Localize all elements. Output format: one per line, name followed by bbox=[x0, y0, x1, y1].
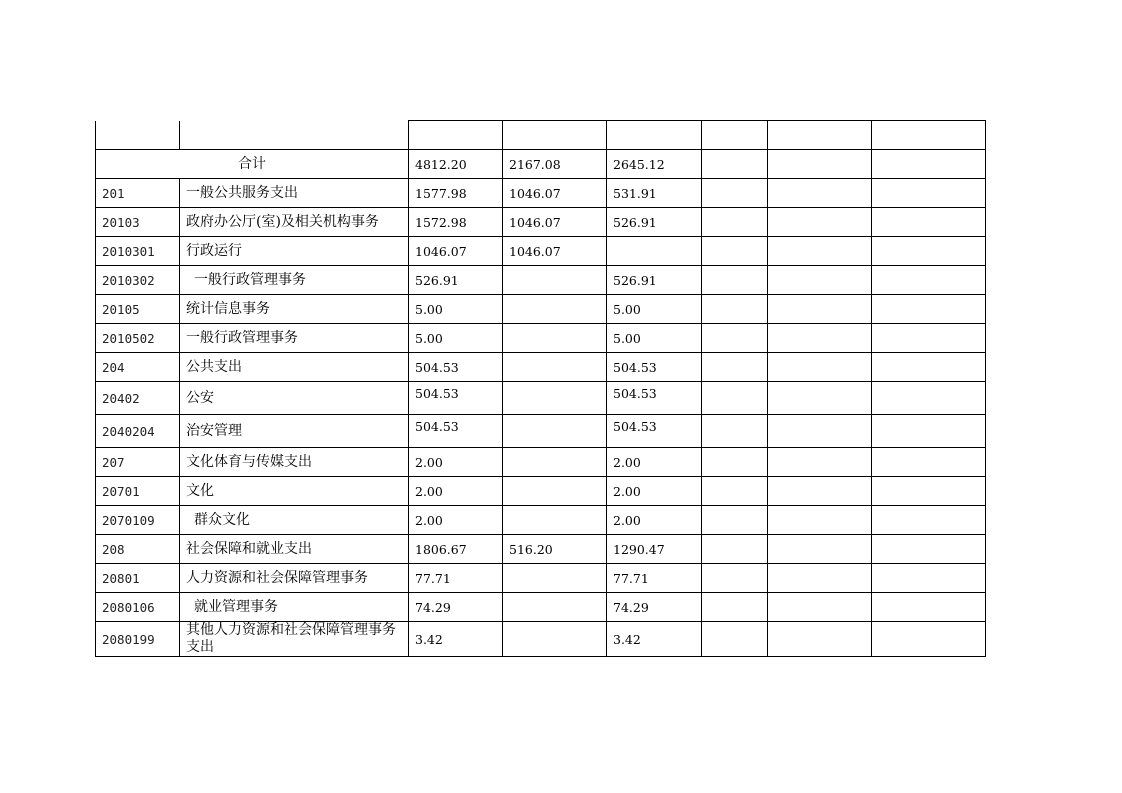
total-amount: 74.29 bbox=[409, 593, 503, 622]
basic-amount bbox=[503, 622, 607, 657]
project-amount: 1290.47 bbox=[607, 535, 702, 564]
empty-cell bbox=[702, 353, 768, 382]
total-amount: 2.00 bbox=[409, 506, 503, 535]
subject-code: 20701 bbox=[96, 477, 180, 506]
table-row bbox=[96, 477, 986, 506]
empty-cell bbox=[872, 324, 986, 353]
empty-cell bbox=[702, 179, 768, 208]
table-row bbox=[96, 622, 986, 657]
basic-amount bbox=[503, 448, 607, 477]
basic-amount: 1046.07 bbox=[503, 208, 607, 237]
empty-cell bbox=[702, 506, 768, 535]
basic-amount bbox=[503, 266, 607, 295]
project-amount: 5.00 bbox=[607, 295, 702, 324]
total-project-amount: 2645.12 bbox=[607, 150, 702, 179]
table-row bbox=[96, 535, 986, 564]
subject-name: 统计信息事务 bbox=[180, 295, 409, 324]
table-row bbox=[96, 208, 986, 237]
basic-amount bbox=[503, 593, 607, 622]
empty-cell bbox=[872, 448, 986, 477]
empty-cell bbox=[872, 208, 986, 237]
empty-cell bbox=[872, 506, 986, 535]
subject-code: 2010301 bbox=[96, 237, 180, 266]
basic-amount bbox=[503, 353, 607, 382]
empty-cell bbox=[872, 295, 986, 324]
total-amount: 5.00 bbox=[409, 324, 503, 353]
subject-code: 2010502 bbox=[96, 324, 180, 353]
empty-cell bbox=[768, 415, 872, 448]
empty-cell bbox=[702, 324, 768, 353]
header-stub-cell bbox=[503, 121, 607, 150]
subject-name: 文化体育与传媒支出 bbox=[180, 448, 409, 477]
subject-code: 20103 bbox=[96, 208, 180, 237]
subject-name: 公安 bbox=[180, 382, 409, 415]
empty-cell bbox=[872, 477, 986, 506]
empty-cell bbox=[768, 237, 872, 266]
empty-cell bbox=[702, 622, 768, 657]
header-stub-cell bbox=[872, 121, 986, 150]
total-basic-amount: 2167.08 bbox=[503, 150, 607, 179]
subject-name: 行政运行 bbox=[180, 237, 409, 266]
basic-amount bbox=[503, 324, 607, 353]
empty-cell bbox=[768, 324, 872, 353]
empty-cell bbox=[768, 266, 872, 295]
project-amount: 77.71 bbox=[607, 564, 702, 593]
empty-cell bbox=[702, 208, 768, 237]
project-amount: 526.91 bbox=[607, 266, 702, 295]
subject-code: 201 bbox=[96, 179, 180, 208]
basic-amount bbox=[503, 506, 607, 535]
subject-code: 207 bbox=[96, 448, 180, 477]
subject-name: 治安管理 bbox=[180, 415, 409, 448]
empty-cell bbox=[872, 382, 986, 415]
subject-name: 就业管理事务 bbox=[180, 593, 409, 622]
empty-cell bbox=[702, 593, 768, 622]
empty-cell bbox=[768, 382, 872, 415]
empty-cell bbox=[872, 237, 986, 266]
basic-amount bbox=[503, 564, 607, 593]
header-stub-cell bbox=[180, 121, 409, 150]
basic-amount: 516.20 bbox=[503, 535, 607, 564]
basic-amount bbox=[503, 295, 607, 324]
subject-code: 2040204 bbox=[96, 415, 180, 448]
table-header-stub-row bbox=[96, 121, 986, 150]
empty-cell bbox=[872, 415, 986, 448]
empty-cell bbox=[872, 179, 986, 208]
project-amount: 504.53 bbox=[607, 353, 702, 382]
subject-name: 政府办公厅(室)及相关机构事务 bbox=[180, 208, 409, 237]
empty-cell bbox=[768, 622, 872, 657]
project-amount: 531.91 bbox=[607, 179, 702, 208]
header-stub-cell bbox=[702, 121, 768, 150]
empty-cell bbox=[702, 266, 768, 295]
header-stub-cell bbox=[607, 121, 702, 150]
basic-amount bbox=[503, 382, 607, 415]
empty-cell bbox=[768, 506, 872, 535]
basic-amount: 1046.07 bbox=[503, 179, 607, 208]
subject-code: 2080106 bbox=[96, 593, 180, 622]
total-amount: 3.42 bbox=[409, 622, 503, 657]
project-amount: 504.53 bbox=[607, 415, 702, 448]
header-stub-cell bbox=[409, 121, 503, 150]
project-amount: 3.42 bbox=[607, 622, 702, 657]
total-amount: 526.91 bbox=[409, 266, 503, 295]
empty-cell bbox=[768, 564, 872, 593]
total-row bbox=[96, 150, 986, 179]
subject-code: 204 bbox=[96, 353, 180, 382]
basic-amount bbox=[503, 415, 607, 448]
subject-name: 人力资源和社会保障管理事务 bbox=[180, 564, 409, 593]
subject-name: 一般公共服务支出 bbox=[180, 179, 409, 208]
empty-cell bbox=[872, 266, 986, 295]
subject-name: 一般行政管理事务 bbox=[180, 324, 409, 353]
subject-name: 文化 bbox=[180, 477, 409, 506]
project-amount: 5.00 bbox=[607, 324, 702, 353]
empty-cell bbox=[768, 208, 872, 237]
subject-name: 公共支出 bbox=[180, 353, 409, 382]
empty-cell bbox=[702, 150, 768, 179]
total-amount: 77.71 bbox=[409, 564, 503, 593]
empty-cell bbox=[768, 353, 872, 382]
table-row bbox=[96, 295, 986, 324]
empty-cell bbox=[768, 150, 872, 179]
total-amount: 4812.20 bbox=[409, 150, 503, 179]
table-row bbox=[96, 237, 986, 266]
total-amount: 504.53 bbox=[409, 353, 503, 382]
basic-amount: 1046.07 bbox=[503, 237, 607, 266]
project-amount: 2.00 bbox=[607, 506, 702, 535]
project-amount: 2.00 bbox=[607, 477, 702, 506]
table-row bbox=[96, 415, 986, 448]
table-row bbox=[96, 593, 986, 622]
header-stub-cell bbox=[96, 121, 180, 150]
empty-cell bbox=[872, 564, 986, 593]
empty-cell bbox=[702, 295, 768, 324]
empty-cell bbox=[768, 295, 872, 324]
subject-code: 2070109 bbox=[96, 506, 180, 535]
total-amount: 1806.67 bbox=[409, 535, 503, 564]
table-row bbox=[96, 266, 986, 295]
project-amount: 2.00 bbox=[607, 448, 702, 477]
subject-name: 群众文化 bbox=[180, 506, 409, 535]
total-amount: 2.00 bbox=[409, 477, 503, 506]
empty-cell bbox=[702, 237, 768, 266]
empty-cell bbox=[872, 535, 986, 564]
subject-code: 2080199 bbox=[96, 622, 180, 657]
project-amount: 504.53 bbox=[607, 382, 702, 415]
empty-cell bbox=[702, 564, 768, 593]
subject-name: 一般行政管理事务 bbox=[180, 266, 409, 295]
total-amount: 5.00 bbox=[409, 295, 503, 324]
empty-cell bbox=[768, 179, 872, 208]
total-label: 合计 bbox=[96, 150, 409, 179]
empty-cell bbox=[872, 353, 986, 382]
empty-cell bbox=[702, 382, 768, 415]
empty-cell bbox=[768, 448, 872, 477]
table-row bbox=[96, 564, 986, 593]
empty-cell bbox=[702, 477, 768, 506]
total-amount: 1572.98 bbox=[409, 208, 503, 237]
table-row bbox=[96, 353, 986, 382]
table-row bbox=[96, 179, 986, 208]
empty-cell bbox=[702, 415, 768, 448]
empty-cell bbox=[702, 448, 768, 477]
empty-cell bbox=[872, 622, 986, 657]
total-amount: 1046.07 bbox=[409, 237, 503, 266]
table-row bbox=[96, 506, 986, 535]
subject-code: 208 bbox=[96, 535, 180, 564]
project-amount: 526.91 bbox=[607, 208, 702, 237]
total-amount: 504.53 bbox=[409, 382, 503, 415]
basic-amount bbox=[503, 477, 607, 506]
table-row bbox=[96, 448, 986, 477]
empty-cell bbox=[768, 593, 872, 622]
empty-cell bbox=[702, 535, 768, 564]
subject-code: 2010302 bbox=[96, 266, 180, 295]
header-stub-cell bbox=[768, 121, 872, 150]
expenditure-table bbox=[95, 120, 986, 657]
subject-code: 20105 bbox=[96, 295, 180, 324]
empty-cell bbox=[872, 150, 986, 179]
subject-name: 社会保障和就业支出 bbox=[180, 535, 409, 564]
total-amount: 2.00 bbox=[409, 448, 503, 477]
subject-code: 20402 bbox=[96, 382, 180, 415]
total-amount: 1577.98 bbox=[409, 179, 503, 208]
subject-name: 其他人力资源和社会保障管理事务支出 bbox=[180, 622, 409, 657]
project-amount bbox=[607, 237, 702, 266]
project-amount: 74.29 bbox=[607, 593, 702, 622]
subject-code: 20801 bbox=[96, 564, 180, 593]
total-amount: 504.53 bbox=[409, 415, 503, 448]
table-row bbox=[96, 324, 986, 353]
empty-cell bbox=[768, 535, 872, 564]
empty-cell bbox=[872, 593, 986, 622]
table-row bbox=[96, 382, 986, 415]
empty-cell bbox=[768, 477, 872, 506]
